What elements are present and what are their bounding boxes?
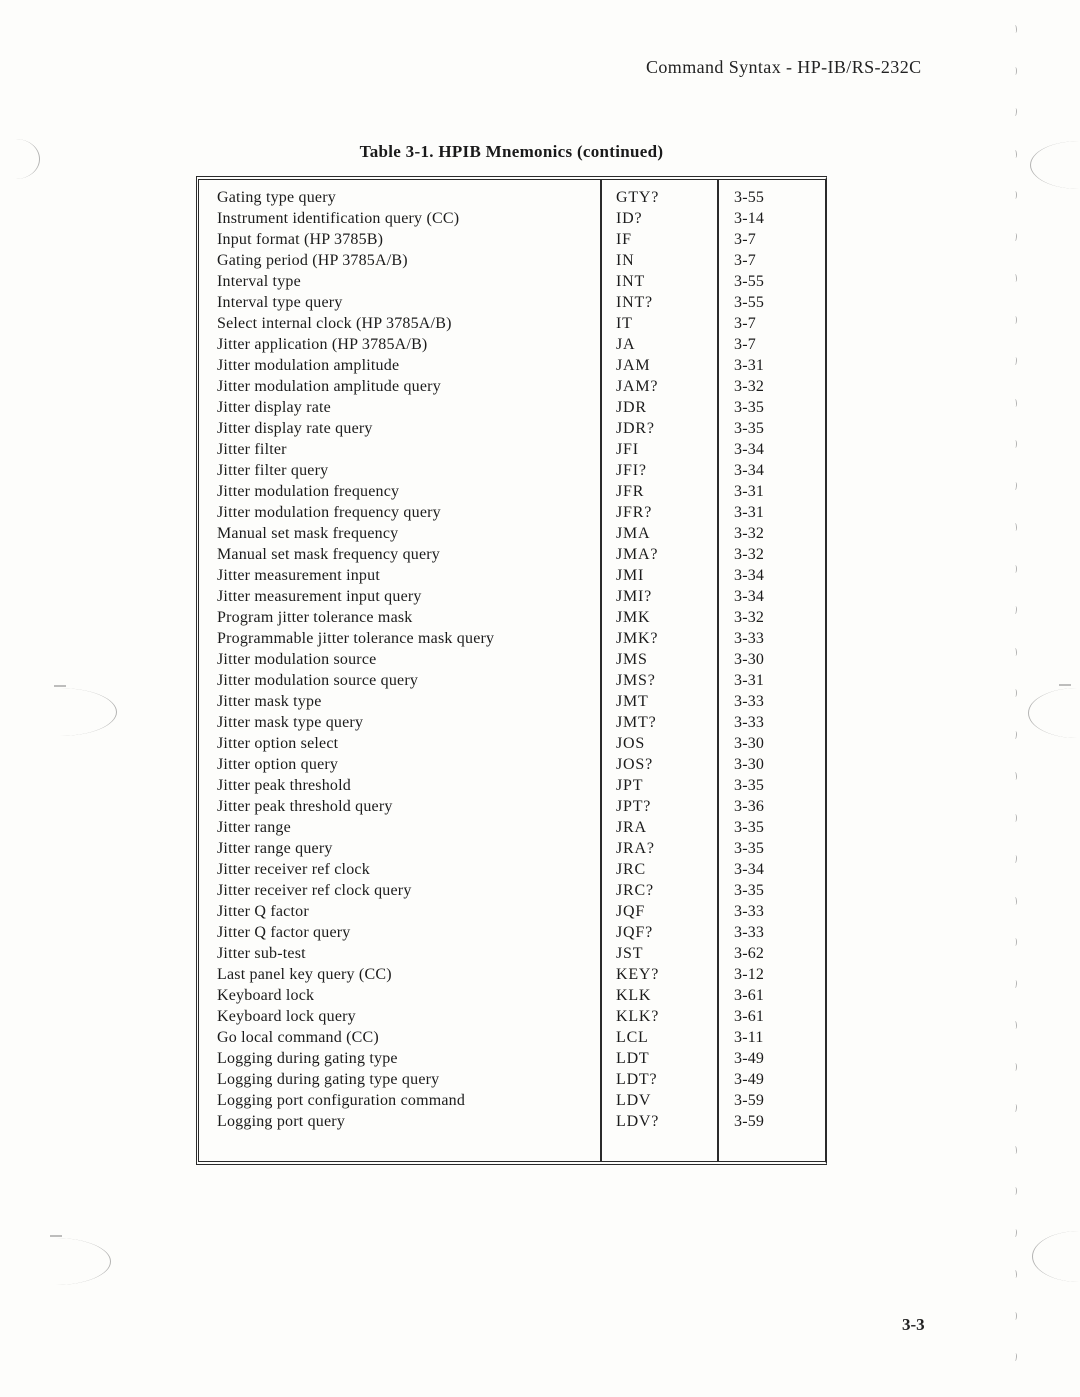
- command-description-cell: Jitter option select: [217, 735, 339, 752]
- binding-tick: [1013, 1187, 1017, 1195]
- command-description-cell: Jitter modulation amplitude: [217, 357, 400, 374]
- table-row: [199, 922, 825, 943]
- command-description-cell: Jitter Q factor: [217, 903, 309, 920]
- mnemonic-cell: JFI?: [616, 462, 647, 479]
- table-row: [199, 838, 825, 859]
- command-description-cell: Jitter modulation source: [217, 651, 377, 668]
- mnemonic-cell: JMA: [616, 525, 651, 542]
- page-reference-cell: 3-35: [734, 399, 765, 416]
- command-description-cell: Jitter display rate: [217, 399, 331, 416]
- mnemonic-cell: JAM: [616, 357, 651, 374]
- page-reference-cell: 3-31: [734, 672, 765, 689]
- binding-tick: [1013, 1063, 1017, 1071]
- table-row: [199, 712, 825, 733]
- mnemonic-cell: JMI?: [616, 588, 653, 605]
- command-description-cell: Jitter range: [217, 819, 291, 836]
- command-description-cell: Logging port query: [217, 1113, 346, 1130]
- page-reference-cell: 3-62: [734, 945, 765, 962]
- binding-tick: [1013, 316, 1017, 324]
- binding-tick: [1013, 108, 1017, 116]
- command-description-cell: Interval type: [217, 273, 301, 290]
- binding-tick: [1013, 1104, 1017, 1112]
- page-reference-cell: 3-35: [734, 819, 765, 836]
- page-reference-cell: 3-33: [734, 924, 765, 941]
- mnemonic-cell: JMK?: [616, 630, 659, 647]
- command-description-cell: Last panel key query (CC): [217, 966, 392, 983]
- page-reference-cell: 3-14: [734, 210, 765, 227]
- page-reference-cell: 3-49: [734, 1071, 765, 1088]
- mnemonic-cell: KEY?: [616, 966, 660, 983]
- mnemonic-cell: INT: [616, 273, 646, 290]
- mnemonic-cell: LCL: [616, 1029, 649, 1046]
- table-row: [199, 733, 825, 754]
- table-row: [199, 775, 825, 796]
- scan-artifact-arc: [1032, 1231, 1079, 1282]
- page-reference-cell: 3-55: [734, 294, 765, 311]
- mnemonic-cell: IT: [616, 315, 633, 332]
- table-row: [199, 460, 825, 481]
- page-reference-cell: 3-33: [734, 714, 765, 731]
- command-description-cell: Keyboard lock: [217, 987, 315, 1004]
- table-row: [199, 250, 825, 271]
- page-reference-cell: 3-49: [734, 1050, 765, 1067]
- mnemonic-cell: GTY?: [616, 189, 660, 206]
- mnemonic-cell: JMI: [616, 567, 645, 584]
- page-reference-cell: 3-7: [734, 231, 756, 248]
- table-row: [199, 586, 825, 607]
- table-row: [199, 880, 825, 901]
- table-row: [199, 376, 825, 397]
- command-description-cell: Jitter mask type: [217, 693, 322, 710]
- binding-tick: [1013, 25, 1017, 33]
- command-description-cell: Jitter option query: [217, 756, 339, 773]
- page-reference-cell: 3-30: [734, 756, 765, 773]
- command-description-cell: Go local command (CC): [217, 1029, 379, 1046]
- command-description-cell: Gating type query: [217, 189, 336, 206]
- command-description-cell: Jitter modulation source query: [217, 672, 419, 689]
- command-description-cell: Programmable jitter tolerance mask query: [217, 630, 495, 647]
- mnemonic-cell: JFR: [616, 483, 645, 500]
- command-description-cell: Gating period (HP 3785A/B): [217, 252, 408, 269]
- mnemonic-cell: JMT: [616, 693, 649, 710]
- binding-tick: [1013, 814, 1017, 822]
- table-row: [199, 481, 825, 502]
- page-reference-cell: 3-36: [734, 798, 765, 815]
- command-description-cell: Input format (HP 3785B): [217, 231, 384, 248]
- page-reference-cell: 3-61: [734, 987, 765, 1004]
- command-description-cell: Jitter display rate query: [217, 420, 373, 437]
- page-reference-cell: 3-30: [734, 651, 765, 668]
- binding-tick: [1013, 274, 1017, 282]
- command-description-cell: Manual set mask frequency: [217, 525, 399, 542]
- binding-tick: [1013, 67, 1017, 75]
- table-row: [199, 1111, 825, 1132]
- table-row: [199, 964, 825, 985]
- command-description-cell: Logging port configuration command: [217, 1092, 466, 1109]
- command-description-cell: Jitter range query: [217, 840, 333, 857]
- page-reference-cell: 3-34: [734, 462, 765, 479]
- table-row: [199, 817, 825, 838]
- table-row: [199, 1027, 825, 1048]
- page-reference-cell: 3-34: [734, 588, 765, 605]
- page-reference-cell: 3-35: [734, 840, 765, 857]
- mnemonic-cell: JPT?: [616, 798, 652, 815]
- mnemonic-cell: JDR?: [616, 420, 655, 437]
- command-description-cell: Jitter application (HP 3785A/B): [217, 336, 428, 353]
- binding-tick: [1013, 938, 1017, 946]
- command-description-cell: Manual set mask frequency query: [217, 546, 441, 563]
- binding-tick: [1013, 357, 1017, 365]
- table-row: [199, 271, 825, 292]
- scan-artifact-arc: [1030, 141, 1079, 189]
- page-reference-cell: 3-7: [734, 315, 756, 332]
- mnemonic-cell: LDT: [616, 1050, 650, 1067]
- table-row: [199, 292, 825, 313]
- page-reference-cell: 3-11: [734, 1029, 764, 1046]
- page-reference-cell: 3-32: [734, 525, 765, 542]
- command-description-cell: Jitter modulation amplitude query: [217, 378, 441, 395]
- binding-tick: [1013, 398, 1017, 406]
- table-row: [199, 313, 825, 334]
- table-row: [199, 439, 825, 460]
- binding-tick: [1013, 855, 1017, 863]
- mnemonic-cell: JMS: [616, 651, 648, 668]
- command-description-cell: Jitter Q factor query: [217, 924, 351, 941]
- mnemonic-cell: KLK: [616, 987, 652, 1004]
- mnemonic-cell: ID?: [616, 210, 643, 227]
- table-row: [199, 1090, 825, 1111]
- command-description-cell: Jitter mask type query: [217, 714, 364, 731]
- running-header: Command Syntax - HP-IB/RS-232C: [646, 57, 922, 77]
- mnemonic-cell: LDV?: [616, 1113, 660, 1130]
- table-row: [199, 208, 825, 229]
- binding-tick: [1013, 232, 1017, 240]
- page-reference-cell: 3-35: [734, 882, 765, 899]
- binding-tick: [1013, 1145, 1017, 1153]
- binding-tick: [1013, 440, 1017, 448]
- table-row: [199, 565, 825, 586]
- page-reference-cell: 3-32: [734, 546, 765, 563]
- scan-artifact-arc: [60, 688, 117, 736]
- table-row: [199, 796, 825, 817]
- table-row: [199, 397, 825, 418]
- page-reference-cell: 3-33: [734, 903, 765, 920]
- scan-artifact-arc: [1028, 688, 1077, 738]
- table-row: [199, 754, 825, 775]
- table-row: [199, 901, 825, 922]
- table-row: [199, 607, 825, 628]
- mnemonic-cell: JMS?: [616, 672, 656, 689]
- mnemonic-cell: JQF: [616, 903, 646, 920]
- binding-tick: [1013, 772, 1017, 780]
- mnemonic-cell: JMT?: [616, 714, 657, 731]
- binding-tick: [1013, 191, 1017, 199]
- table-row: [199, 985, 825, 1006]
- page-reference-cell: 3-34: [734, 567, 765, 584]
- binding-tick: [1013, 523, 1017, 531]
- mnemonic-cell: JRC?: [616, 882, 654, 899]
- table-row: [199, 628, 825, 649]
- command-description-cell: Jitter peak threshold query: [217, 798, 393, 815]
- table-row: [199, 1048, 825, 1069]
- binding-tick: [1013, 606, 1017, 614]
- table-row: [199, 502, 825, 523]
- table-row: [199, 859, 825, 880]
- mnemonic-cell: LDT?: [616, 1071, 658, 1088]
- command-description-cell: Jitter receiver ref clock: [217, 861, 370, 878]
- mnemonic-cell: IN: [616, 252, 635, 269]
- table-row: [199, 187, 825, 208]
- mnemonic-cell: JMA?: [616, 546, 659, 563]
- mnemonic-cell: JFI: [616, 441, 639, 458]
- mnemonic-cell: JPT: [616, 777, 644, 794]
- page-reference-cell: 3-35: [734, 777, 765, 794]
- page-reference-cell: 3-31: [734, 357, 765, 374]
- command-description-cell: Select internal clock (HP 3785A/B): [217, 315, 452, 332]
- table-row: [199, 943, 825, 964]
- mnemonic-cell: JRC: [616, 861, 646, 878]
- page-reference-cell: 3-33: [734, 693, 765, 710]
- table-row: [199, 544, 825, 565]
- binding-tick: [1013, 896, 1017, 904]
- page-reference-cell: 3-31: [734, 504, 765, 521]
- table-row: [199, 229, 825, 250]
- mnemonic-cell: JRA?: [616, 840, 655, 857]
- mnemonic-cell: INT?: [616, 294, 653, 311]
- page-reference-cell: 3-32: [734, 378, 765, 395]
- page-reference-cell: 3-34: [734, 861, 765, 878]
- command-description-cell: Logging during gating type: [217, 1050, 398, 1067]
- table-row: [199, 670, 825, 691]
- command-description-cell: Jitter measurement input query: [217, 588, 422, 605]
- mnemonic-cell: JST: [616, 945, 644, 962]
- binding-tick: [1013, 149, 1017, 157]
- scan-artifact-arc: [16, 139, 40, 179]
- table-row: [199, 418, 825, 439]
- page-reference-cell: 3-12: [734, 966, 765, 983]
- table-title: Table 3-1. HPIB Mnemonics (continued): [359, 142, 664, 161]
- binding-tick: [1013, 1228, 1017, 1236]
- page-reference-cell: 3-7: [734, 336, 756, 353]
- scan-artifact-arc: [56, 1238, 111, 1285]
- mnemonic-cell: JOS?: [616, 756, 653, 773]
- table-row: [199, 691, 825, 712]
- command-description-cell: Jitter filter query: [217, 462, 329, 479]
- table-row: [199, 1006, 825, 1027]
- binding-tick: [1013, 1353, 1017, 1361]
- command-description-cell: Program jitter tolerance mask: [217, 609, 413, 626]
- command-description-cell: Jitter peak threshold: [217, 777, 351, 794]
- page-reference-cell: 3-30: [734, 735, 765, 752]
- command-description-cell: Jitter filter: [217, 441, 287, 458]
- page-reference-cell: 3-7: [734, 252, 756, 269]
- command-description-cell: Jitter sub-test: [217, 945, 306, 962]
- binding-tick: [1013, 1021, 1017, 1029]
- mnemonic-cell: JAM?: [616, 378, 659, 395]
- page-reference-cell: 3-32: [734, 609, 765, 626]
- binding-tick: [1013, 979, 1017, 987]
- binding-tick: [1013, 647, 1017, 655]
- table-row: [199, 523, 825, 544]
- page-reference-cell: 3-59: [734, 1092, 765, 1109]
- page-number: 3-3: [902, 1315, 925, 1334]
- mnemonics-table: [196, 176, 827, 1165]
- page-reference-cell: 3-61: [734, 1008, 765, 1025]
- command-description-cell: Instrument identification query (CC): [217, 210, 460, 227]
- page-reference-cell: 3-33: [734, 630, 765, 647]
- mnemonic-cell: JFR?: [616, 504, 653, 521]
- command-description-cell: Jitter measurement input: [217, 567, 380, 584]
- mnemonic-cell: KLK?: [616, 1008, 660, 1025]
- mnemonic-cell: IF: [616, 231, 632, 248]
- mnemonic-cell: JRA: [616, 819, 647, 836]
- table-row: [199, 649, 825, 670]
- command-description-cell: Keyboard lock query: [217, 1008, 356, 1025]
- page-reference-cell: 3-31: [734, 483, 765, 500]
- binding-tick: [1013, 565, 1017, 573]
- page-reference-cell: 3-35: [734, 420, 765, 437]
- command-description-cell: Jitter receiver ref clock query: [217, 882, 412, 899]
- binding-tick: [1013, 481, 1017, 489]
- mnemonic-cell: JDR: [616, 399, 647, 416]
- command-description-cell: Jitter modulation frequency: [217, 483, 400, 500]
- table-row: [199, 355, 825, 376]
- mnemonic-cell: LDV: [616, 1092, 652, 1109]
- binding-tick: [1013, 689, 1017, 697]
- mnemonic-cell: JQF?: [616, 924, 653, 941]
- page-reference-cell: 3-55: [734, 273, 765, 290]
- page-reference-cell: 3-59: [734, 1113, 765, 1130]
- command-description-cell: Logging during gating type query: [217, 1071, 440, 1088]
- mnemonic-cell: JA: [616, 336, 636, 353]
- table-rows: [199, 187, 825, 1132]
- mnemonic-cell: JMK: [616, 609, 651, 626]
- command-description-cell: Interval type query: [217, 294, 343, 311]
- command-description-cell: Jitter modulation frequency query: [217, 504, 441, 521]
- table-row: [199, 334, 825, 355]
- binding-tick: [1013, 730, 1017, 738]
- mnemonic-cell: JOS: [616, 735, 646, 752]
- page-reference-cell: 3-34: [734, 441, 765, 458]
- binding-tick: [1013, 1312, 1017, 1320]
- table-row: [199, 1069, 825, 1090]
- page-reference-cell: 3-55: [734, 189, 765, 206]
- binding-tick: [1013, 1270, 1017, 1278]
